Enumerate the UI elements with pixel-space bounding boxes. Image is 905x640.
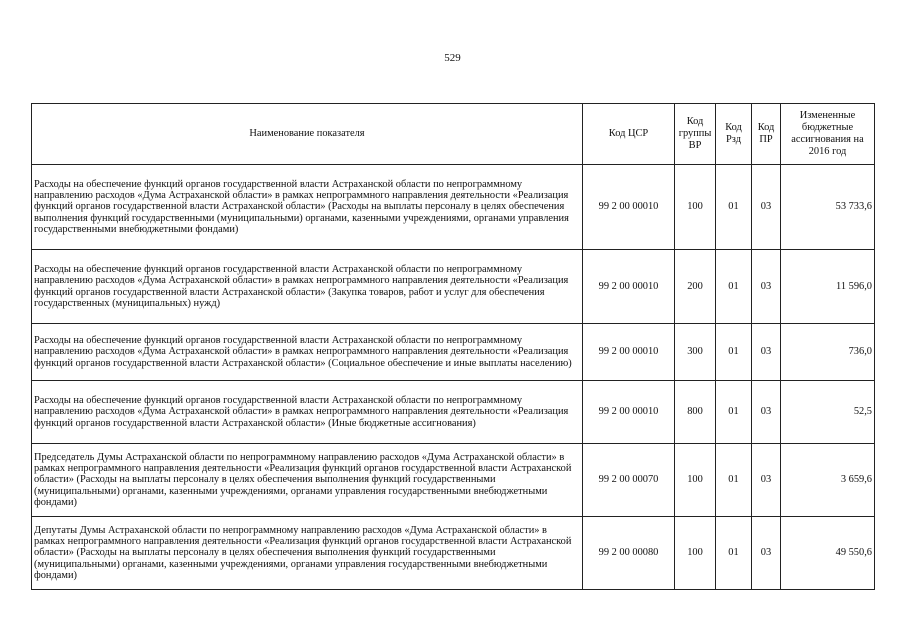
row-csr: 99 2 00 00080 <box>583 517 675 590</box>
header-vr: Код группы ВР <box>675 104 716 165</box>
row-name: Расходы на обеспечение функций органов государственной власти Астраханской области по непрограммному направлению расходов «Дума Астраханской области» в рамках непрограммного направления деятельности «Реализация функций органов государственной власти Астраханской области» (Социальное обеспечение и иные выплаты населению) <box>32 324 583 381</box>
row-amount: 49 550,6 <box>781 517 875 590</box>
row-name: Расходы на обеспечение функций органов государственной власти Астраханской области по непрограммному направлению расходов «Дума Астраханской области» в рамках непрограммного направления деятельности «Реализация функций органов государственной власти Астраханской области» (Расходы на выплаты персоналу в целях обеспечения выполнения функций государственными (муниципальными) органами, казенными учреждениями, органами управления государственными внебюджетными фондами) <box>32 165 583 250</box>
table-row <box>32 444 875 517</box>
row-amount: 736,0 <box>781 324 875 381</box>
row-rzd: 01 <box>716 381 752 444</box>
row-vr: 100 <box>675 165 716 250</box>
page-number: 529 <box>444 52 461 64</box>
header-csr: Код ЦСР <box>583 104 675 165</box>
row-pr: 03 <box>752 517 781 590</box>
row-rzd: 01 <box>716 517 752 590</box>
row-amount: 11 596,0 <box>781 250 875 324</box>
row-amount: 52,5 <box>781 381 875 444</box>
table-row <box>32 165 875 250</box>
header-pr: Код ПР <box>752 104 781 165</box>
table-row <box>32 250 875 324</box>
row-vr: 100 <box>675 517 716 590</box>
budget-table <box>31 103 875 590</box>
row-rzd: 01 <box>716 444 752 517</box>
table-row <box>32 381 875 444</box>
row-csr: 99 2 00 00010 <box>583 324 675 381</box>
row-csr: 99 2 00 00010 <box>583 165 675 250</box>
row-rzd: 01 <box>716 165 752 250</box>
row-pr: 03 <box>752 381 781 444</box>
row-name: Расходы на обеспечение функций органов государственной власти Астраханской области по непрограммному направлению расходов «Дума Астраханской области» в рамках непрограммного направления деятельности «Реализация функций органов государственной власти Астраханской области» (Иные бюджетные ассигнования) <box>32 381 583 444</box>
row-name: Расходы на обеспечение функций органов государственной власти Астраханской области по непрограммному направлению расходов «Дума Астраханской области» в рамках непрограммного направления деятельности «Реализация функций органов государственной власти Астраханской области» (Закупка товаров, работ и услуг для обеспечения государственных (муниципальных) нужд) <box>32 250 583 324</box>
row-name: Депутаты Думы Астраханской области по непрограммному направлению расходов «Дума Астраханской области» в рамках непрограммного направления деятельности «Реализация функций органов государственной власти Астраханской области» (Расходы на выплаты персоналу в целях обеспечения выполнения функций государственными (муниципальными) органами, казенными учреждениями, органами управления государственными внебюджетными фондами) <box>32 517 583 590</box>
row-pr: 03 <box>752 444 781 517</box>
row-rzd: 01 <box>716 324 752 381</box>
table-row <box>32 517 875 590</box>
row-csr: 99 2 00 00070 <box>583 444 675 517</box>
row-rzd: 01 <box>716 250 752 324</box>
row-csr: 99 2 00 00010 <box>583 250 675 324</box>
row-amount: 3 659,6 <box>781 444 875 517</box>
row-amount: 53 733,6 <box>781 165 875 250</box>
table-header-row <box>32 104 875 165</box>
row-pr: 03 <box>752 324 781 381</box>
row-name: Председатель Думы Астраханской области по непрограммному направлению расходов «Дума Астраханской области» в рамках непрограммного направления деятельности «Реализация функций органов государственной власти Астраханской области» (Расходы на выплаты персоналу в целях обеспечения выполнения функций государственными (муниципальными) органами, казенными учреждениями, органами управления государственными внебюджетными фондами) <box>32 444 583 517</box>
header-name: Наименование показателя <box>32 104 583 165</box>
row-pr: 03 <box>752 165 781 250</box>
row-csr: 99 2 00 00010 <box>583 381 675 444</box>
table-row <box>32 324 875 381</box>
row-vr: 800 <box>675 381 716 444</box>
row-vr: 200 <box>675 250 716 324</box>
row-pr: 03 <box>752 250 781 324</box>
row-vr: 300 <box>675 324 716 381</box>
header-amount: Измененные бюджетные ассигнования на 2016 год <box>781 104 875 165</box>
header-rzd: Код Рзд <box>716 104 752 165</box>
row-vr: 100 <box>675 444 716 517</box>
